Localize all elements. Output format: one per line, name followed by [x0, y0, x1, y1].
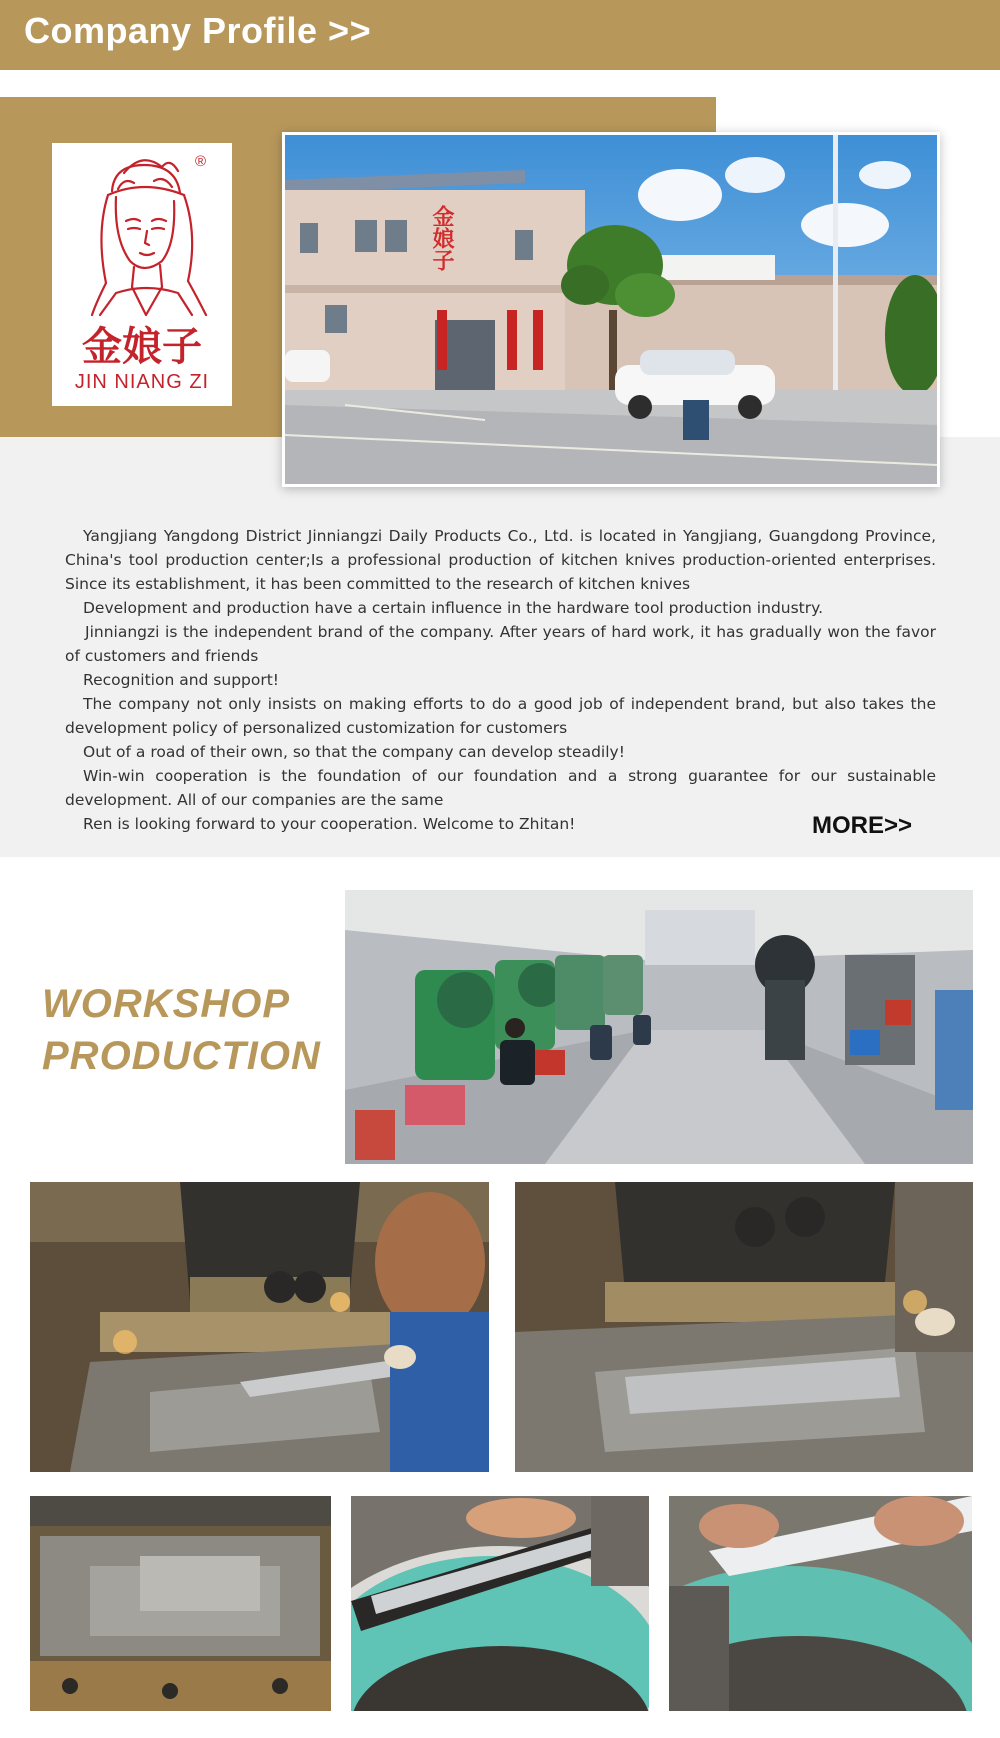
- description-paragraph: Ren is looking forward to your cooperation. Welcome to Zhitan!: [83, 815, 576, 833]
- workshop-heading-line1: WORKSHOP: [42, 982, 290, 1026]
- brand-logo: [52, 143, 232, 406]
- registered-mark: ®: [194, 153, 206, 170]
- logo-chinese-name: 金娘子: [82, 323, 202, 370]
- workshop-floor-photo: [345, 890, 973, 1164]
- section-title: Company Profile >>: [24, 10, 372, 51]
- description-paragraph: Yangjiang Yangdong District Jinniangzi Daily Products Co., Ltd. is located in Yangjiang, Guangdong Province, China's tool production center;Is a professional production of kitchen knives production-oriented enterprises. Since its establishment, it has been committed to the research of kitchen knives: [65, 527, 936, 593]
- press-operation-photo-2: [515, 1182, 973, 1472]
- blade-grinding-photo-1: [351, 1496, 649, 1711]
- company-description: [65, 524, 936, 836]
- workshop-heading-line2: PRODUCTION: [42, 1034, 321, 1078]
- description-paragraph: The company not only insists on making efforts to do a good job of independent brand, but also takes the development policy of personalized customization for customers: [65, 695, 936, 737]
- description-paragraph: Recognition and support!: [83, 671, 280, 689]
- die-tooling-photo: [30, 1496, 331, 1711]
- description-paragraph: Jinniangzi is the independent brand of the company. After years of hard work, it has gradually won the favor of customers and friends: [65, 623, 936, 665]
- workshop-heading: [42, 978, 321, 1082]
- more-link[interactable]: MORE>>: [812, 812, 913, 839]
- section-header: [0, 0, 1000, 70]
- factory-sign-text: 金娘子: [429, 205, 455, 271]
- blade-grinding-photo-2: [669, 1496, 972, 1711]
- factory-building-photo: [282, 132, 940, 487]
- description-paragraph: Out of a road of their own, so that the company can develop steadily!: [83, 743, 625, 761]
- press-operation-photo-1: [30, 1182, 489, 1472]
- logo-english-name: JIN NIANG ZI: [74, 371, 210, 393]
- description-paragraph: Development and production have a certain influence in the hardware tool production industry.: [83, 599, 824, 617]
- description-paragraph: Win-win cooperation is the foundation of our foundation and a strong guarantee for our sustainable development. All of our companies are the same: [65, 767, 936, 809]
